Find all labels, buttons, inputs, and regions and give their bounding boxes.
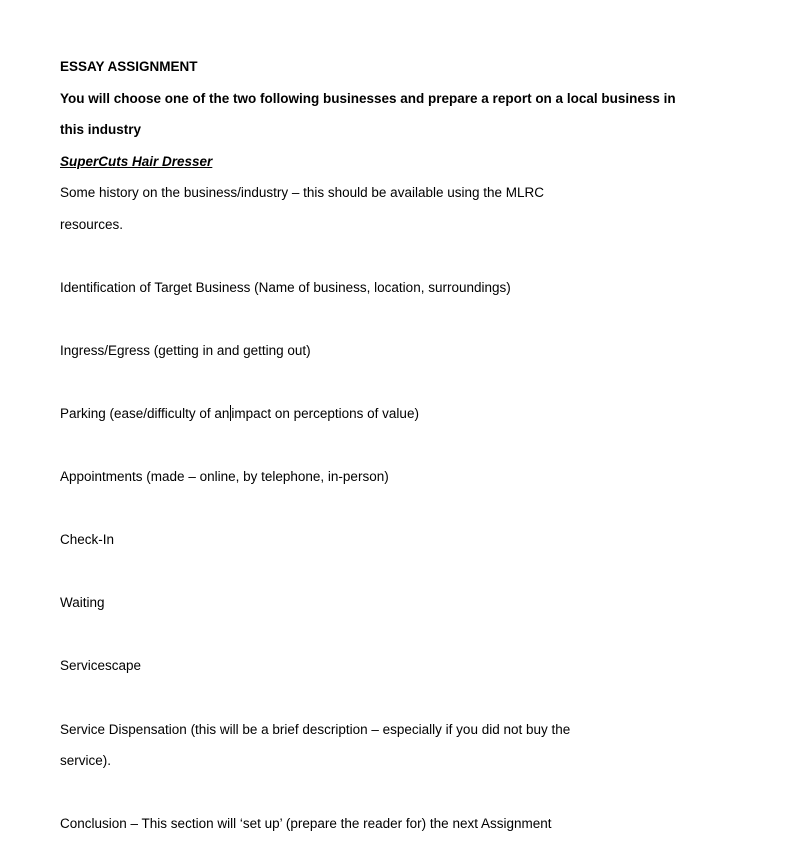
parking-text-before: Parking (ease/difficulty of an — [60, 406, 230, 421]
appointments-item: Appointments (made – online, by telephone, in-person) — [60, 469, 389, 484]
dispensation-line-1: Service Dispensation (this will be a brief description – especially if you did not buy the — [60, 722, 571, 737]
servicescape-item: Servicescape — [60, 658, 142, 673]
intro-line-1: You will choose one of the two following businesses and prepare a report on a local business in — [60, 91, 676, 106]
business-name: SuperCuts Hair Dresser — [60, 154, 213, 169]
waiting-item: Waiting — [60, 595, 105, 610]
history-line-2: resources. — [60, 217, 124, 232]
parking-text-after: impact on perceptions of value) — [231, 406, 419, 421]
conclusion-item: Conclusion – This section will ‘set up’ (prepare the reader for) the next Assignment — [60, 816, 552, 831]
ingress-item: Ingress/Egress (getting in and getting out) — [60, 343, 311, 358]
checkin-item: Check-In — [60, 532, 115, 547]
parking-item — [60, 405, 419, 423]
history-line-1: Some history on the business/industry – this should be available using the MLRC — [60, 185, 545, 200]
essay-heading: ESSAY ASSIGNMENT — [60, 59, 198, 74]
dispensation-line-2: service). — [60, 753, 112, 768]
intro-line-2: this industry — [60, 122, 142, 137]
identification-item: Identification of Target Business (Name of business, location, surroundings) — [60, 280, 511, 295]
